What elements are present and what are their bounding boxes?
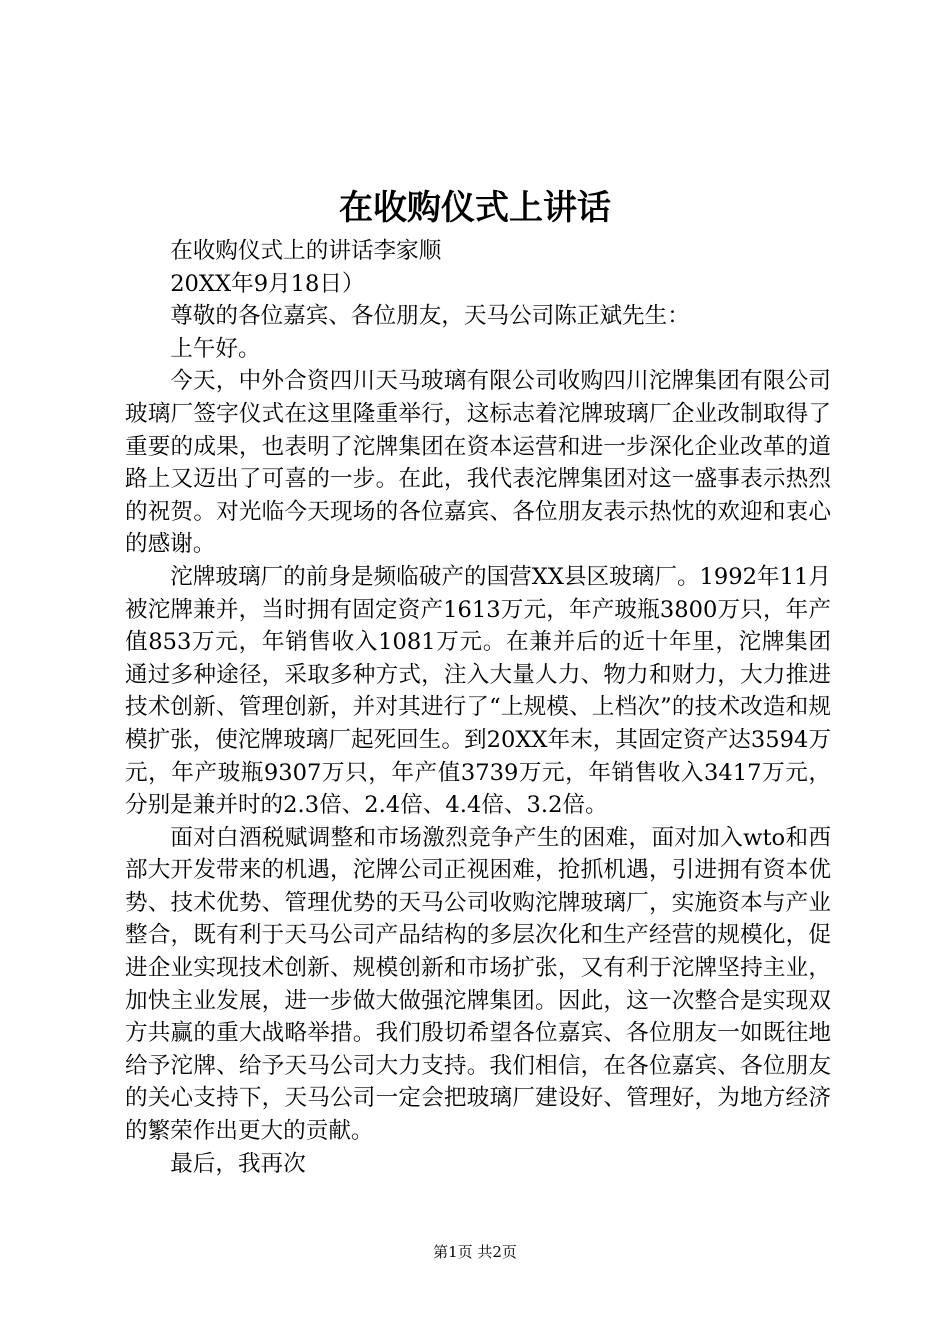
- paragraph-strategy: 面对白酒税赋调整和市场激烈竞争产生的困难，面对加入wto和西部大开发带来的机遇，沱牌公司正视困难，抢抓机遇，引进拥有资本优势、技术优势、管理优势的天马公司收购沱牌玻璃厂，实施资本与产业整合，既有利于天马公司产品结构的多层次化和生产经营的规模化，促进企业实现技术创新、规模创新和市场扩张，又有利于沱牌坚持主业，加快主业发展，进一步做大做强沱牌集团。因此，这一次整合是实现双方共赢的重大战略举措。我们殷切希望各位嘉宾、各位朋友一如既往地给予沱牌、给予天马公司大力支持。我们相信，在各位嘉宾、各位朋友的关心支持下，天马公司一定会把玻璃厂建设好、管理好，为地方经济的繁荣作出更大的贡献。: [125, 824, 831, 1145]
- document-body: [125, 235, 831, 1180]
- document-title: 在收购仪式上讲话: [339, 188, 611, 228]
- greeting: 上午好。: [170, 335, 261, 362]
- paragraph-history: 沱牌玻璃厂的前身是频临破产的国营XX县区玻璃厂。1992年11月被沱牌兼并，当时拥有固定资产1613万元，年产玻瓶3800万只，年产值853万元，年销售收入1081万元。在兼并后的近十年里，沱牌集团通过多种途径，采取多种方式，注入大量人力、物力和财力，大力推进技术创新、管理创新，并对其进行了“上规模、上档次”的技术改造和规模扩张，使沱牌玻璃厂起死回生。到20XX年末，其固定资产达3594万元，年产玻瓶9307万只，年产值3739万元，年销售收入3417万元，分别是兼并时的2.3倍、2.4倍、4.4倍、3.2倍。: [125, 563, 831, 819]
- salutation: 尊敬的各位嘉宾、各位朋友，天马公司陈正斌先生：: [170, 303, 690, 330]
- paragraph-intro: 今天，中外合资四川天马玻璃有限公司收购四川沱牌集团有限公司玻璃厂签字仪式在这里隆重举行，这标志着沱牌玻璃厂企业改制取得了重要的成果，也表明了沱牌集团在资本运营和进一步深化企业改革的道路上又迈出了可喜的一步。在此，我代表沱牌集团对这一盛事表示热烈的祝贺。对光临今天现场的各位嘉宾、各位朋友表示热忱的欢迎和衷心的感谢。: [125, 368, 831, 558]
- page-number: 第1页 共2页: [433, 1243, 517, 1261]
- speech-heading: 在收购仪式上的讲话李家顺: [170, 238, 442, 264]
- speech-date: 20XX年9月18日）: [170, 270, 365, 297]
- paragraph-closing: 最后，我再次: [170, 1150, 306, 1177]
